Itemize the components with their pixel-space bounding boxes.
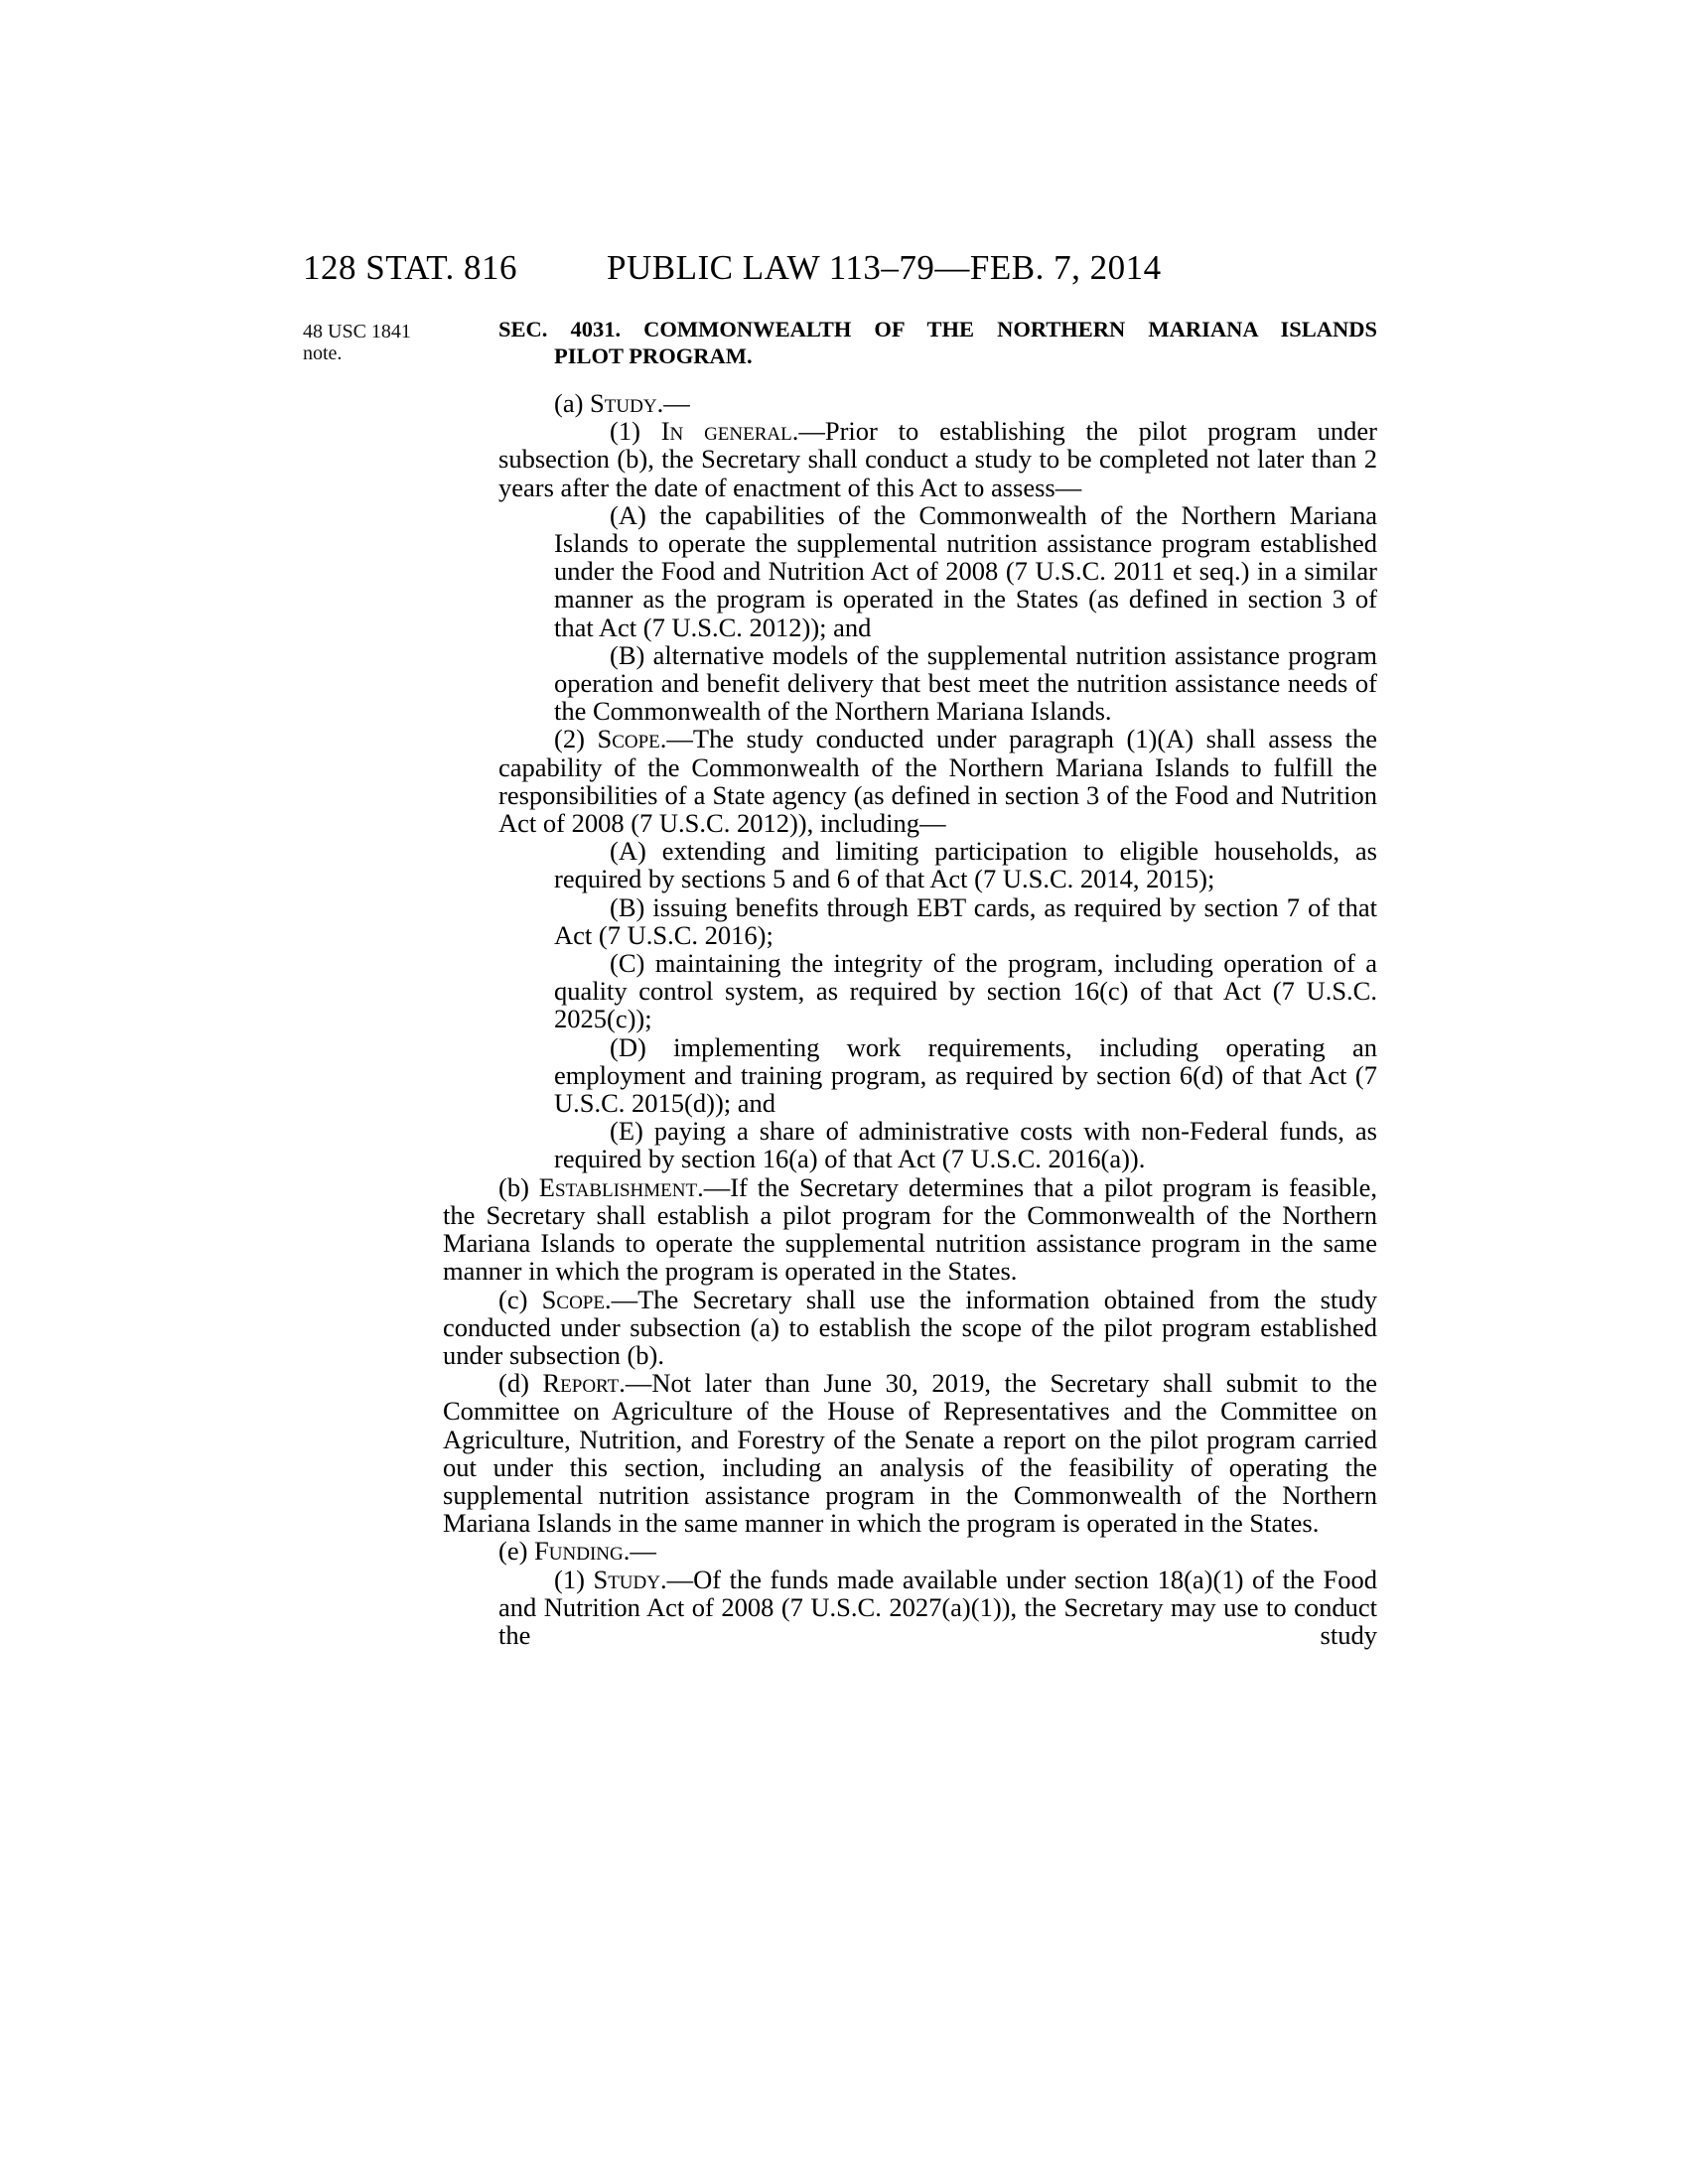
subsection-d-label: (d) [498,1368,543,1399]
paragraph-a1-text: .—Prior to establishing the pilot program under subsection (b), the Secretary shall conduct a study to be completed not later than 2 years after the date of enactment of this Act to assess— [498,416,1377,502]
page-running-title: PUBLIC LAW 113–79—FEB. 7, 2014 [607,248,1162,287]
subsection-c-title: Scope [541,1284,605,1314]
paragraph-a2-C: (C) maintaining the integrity of the program, including operation of a quality control system, as required by section 16(c) of that Act (7 U.S.C. 2025(c)); [554,948,1377,1034]
section-heading-line-1: SEC. 4031. COMMONWEALTH OF THE NORTHERN MARIANA ISLANDS [498,317,1377,341]
paragraph-e1-text: .—Of the funds made available under section 18(a)(1) of the Food and Nutrition Act of 2008 (7 U.S.C. 2027(a)(1)), the Secretary may use to conduct the study [498,1564,1377,1650]
subsection-d-title: Report [542,1368,620,1399]
paragraph-a2 [498,725,1377,837]
subsection-e-dash: .— [623,1536,656,1567]
paragraph-a2-D: (D) implementing work requirements, including operating an employment and training program, as required by section 6(d) of that Act (7 U.S.C. 2015(d)); and [554,1031,1377,1119]
paragraph-a2-title: Scope [597,724,660,754]
subsection-c [443,1286,1377,1370]
subsection-a-title: Study [590,388,657,418]
paragraph-e1 [498,1566,1377,1650]
section-heading-line-2: PILOT PROGRAM. [554,343,753,368]
paragraph-a2-text: .—The study conducted under paragraph (1)(A) shall assess the capability of the Commonwealth of the Northern Mariana Islands to fulfill the responsibilities of a State agency (as defined in section 3 of the Food and Nutrition Act of 2008 (7 U.S.C. 2012)), including— [498,724,1377,839]
subsection-e-heading [498,1537,1377,1565]
margin-citation-note [303,321,411,364]
subsection-c-text: .—The Secretary shall use the information obtained from the study conducted under subsection (a) to establish the scope of the pilot program established under subsection (b). [443,1284,1377,1370]
subsection-d-text: .—Not later than June 30, 2019, the Secretary shall submit to the Committee on Agriculture of the House of Representatives and the Committee on Agriculture, Nutrition, and Forestry of the Senate a report on the pilot program carried out under this section, including an analysis of the feasibility of operating the supplemental nutrition assistance program in the Commonwealth of the Northern Mariana Islands in the same manner in which the program is operated in the States. [443,1368,1377,1539]
paragraph-a2-A: (A) extending and limiting participation to eligible households, as required by sections 5 and 6 of that Act (7 U.S.C. 2014, 2015); [554,836,1377,894]
page-stat-reference: 128 STAT. 816 [303,248,517,287]
paragraph-a1-A: (A) the capabilities of the Commonwealth of the Northern Mariana Islands to operate the supplemental nutrition assistance program established under the Food and Nutrition Act of 2008 (7 U.S.C. 2011 et seq.) in a similar manner as the program is operated in the States (as defined in section 3 of that Act (7 U.S.C. 2012)); and [554,499,1377,642]
paragraph-a2-label: (2) [554,724,598,754]
paragraph-a2-E: (E) paying a share of administrative costs with non-Federal funds, as required by section 16(a) of that Act (7 U.S.C. 2016(a)). [554,1116,1377,1174]
paragraph-a1-label: (1) [610,416,661,447]
paragraph-a2-B: (B) issuing benefits through EBT cards, as required by section 7 of that Act (7 U.S.C. 2016); [554,891,1377,950]
subsection-e-title: Funding [534,1536,624,1567]
subsection-b-text: .—If the Secretary determines that a pilot program is feasible, the Secretary shall establish a pilot program for the Commonwealth of the Northern Mariana Islands to operate the supplemental nutrition assistance program in the same manner in which the program is operated in the States. [443,1171,1377,1287]
section-heading [498,316,1377,369]
subsection-a-heading [498,389,1377,417]
paragraph-e1-title: Study [593,1564,660,1594]
paragraph-a1 [498,417,1377,501]
subsection-d [443,1369,1377,1537]
subsection-a-dash: .— [656,388,690,418]
paragraph-a1-B: (B) alternative models of the supplemental nutrition assistance program operation and benefit delivery that best meet the nutrition assistance needs of the Commonwealth of the Northern Mariana Islands. [554,639,1377,727]
margin-note-line-2: note. [303,342,343,364]
subsection-b [443,1173,1377,1286]
subsection-c-label: (c) [498,1284,542,1314]
subsection-a-label: (a) [554,388,591,418]
subsection-e-label: (e) [498,1536,535,1567]
subsection-b-title: Establishment [538,1171,698,1202]
subsection-b-label: (b) [498,1171,539,1202]
paragraph-e1-label: (1) [554,1564,594,1594]
statute-body [443,388,1377,1650]
margin-note-line-1: 48 USC 1841 [303,321,411,342]
paragraph-a1-title: In general [660,416,792,447]
